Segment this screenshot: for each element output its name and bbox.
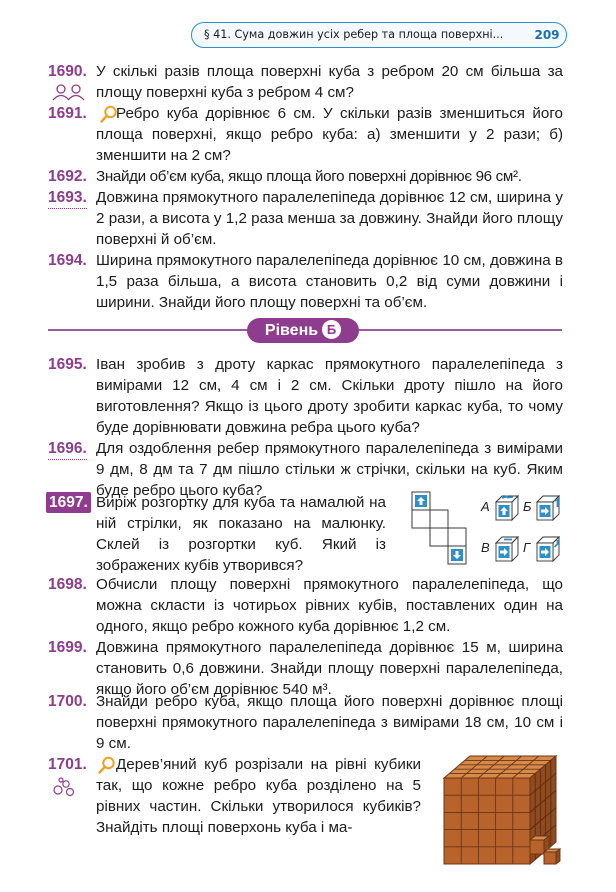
problem-number: 1690. — [48, 63, 87, 80]
cube-g-figure — [535, 535, 561, 565]
problem-1694 — [48, 250, 563, 313]
cube-label-v: В — [481, 540, 490, 555]
problem-number: 1696. — [48, 438, 87, 460]
problem-text: Знайди ребро куба, якщо площа його поверхні дорівнює площі поверхні прямокутного паралелепіпеда з вимірами 18 см, 10 см і 9 см. — [96, 693, 563, 752]
level-letter: Б — [322, 320, 341, 339]
problem-1695 — [48, 354, 563, 438]
problem-number: 1700. — [48, 693, 87, 710]
problem-number: 1695. — [48, 356, 87, 373]
problem-text: Знайди об’єм куба, якщо площа його поверхні дорівнює 96 см². — [96, 168, 522, 185]
level-badge — [247, 318, 359, 343]
problem-number: 1698. — [48, 576, 87, 593]
circles-icon — [52, 776, 78, 798]
problem-text: Ширина прямокутного паралелепіпеда дорівнює 10 см, довжина в 1,5 раза більша, а висота становить 0,2 від суми довжини і ширини. Знайди його площу поверхні та об’єм. — [96, 252, 563, 311]
cube-net-figure — [410, 490, 474, 570]
problem-text: Обчисли площу поверхні прямокутного паралелепіпеда, що можна скласти із чотирьох рівних кубів, поставлених один на одного, якщо ребро кожного куба дорівнює 1,2 см. — [96, 576, 563, 635]
problem-1693 — [48, 187, 563, 250]
running-header — [191, 22, 567, 48]
problem-text: Виріж розгортку для куба та намалюй на ній стрілки, як показано на малюнку. Склей із розгортки куб. Який із зображених кубів утворився? — [96, 494, 386, 574]
problem-number: 1691. — [48, 105, 87, 122]
problem-1700 — [48, 691, 563, 754]
cube-a-figure — [494, 494, 520, 524]
problem-text: У скількі разів площа поверхні куба з ребром 20 см більша за площу поверхні куба з ребром 4 см? — [96, 63, 563, 101]
page-number: 209 — [534, 27, 560, 42]
problem-number: 1699. — [48, 639, 87, 656]
cube-v-figure — [494, 535, 520, 565]
problem-1698 — [48, 574, 563, 637]
cube-label-a: А — [481, 499, 490, 514]
problem-text: Довжина прямокутного паралелепіпеда дорівнює 12 см, ширина у 2 рази, а висота у 1,2 раза менша за довжину. Знайди його площу поверхні й об’єм. — [96, 189, 563, 248]
problem-number: 1701. — [48, 756, 87, 773]
problem-text: Дерев’яний куб розрізали на рівні кубики так, що кожне ребро куба розділено на 5 рівних частин. Скільки утворилося кубиків? Знайдіть площі поверхонь куба і ма- — [96, 756, 421, 836]
cube-label-b: Б — [523, 499, 532, 514]
problem-text: Для оздоблення ребер прямокутного паралелепіпеда з вимірами 9 дм, 8 дм та 7 дм пішло стільки ж стрічки, скільки на куб. Яким буде ребро цього куба? — [96, 440, 563, 499]
cube-label-g: Г — [523, 540, 531, 555]
problem-text: Довжина прямокутного паралелепіпеда дорівнює 15 м, ширина становить 0,6 довжини. Знайди площу поверхні паралелепіпеда, якщо його об’єм дорівнює 540 м³. — [96, 639, 563, 698]
wooden-cube-figure — [440, 752, 570, 868]
cube-b-figure — [535, 494, 561, 524]
problem-number: 1694. — [48, 252, 87, 269]
problem-1691 — [48, 103, 563, 166]
problem-1690 — [48, 61, 563, 105]
problem-text: Іван зробив з дроту каркас прямокутного паралелепіпеда з вимірами 12 см, 4 см і 2 см. Скільки дроту пішло на його виготовлення? Якщо із цього дроту зробити каркас куба, то чому буде дорівнювати довжина ребра цього куба? — [96, 356, 563, 436]
pair-work-icon — [50, 83, 90, 101]
problem-1692 — [48, 166, 563, 187]
problem-number: 1692. — [48, 168, 87, 185]
problem-number: 1693. — [48, 187, 87, 209]
problem-text: Ребро куба дорівнює 6 см. У скільки разів зменшиться його площа поверхні, якщо ребро куба: а) зменшити у 2 рази; б) зменшити на 2 см? — [96, 105, 563, 164]
problem-number: 1697. — [46, 492, 91, 513]
level-label: Рівень — [264, 322, 319, 339]
section-title: § 41. Сума довжин усіх ребер та площа поверхні... — [204, 28, 504, 41]
